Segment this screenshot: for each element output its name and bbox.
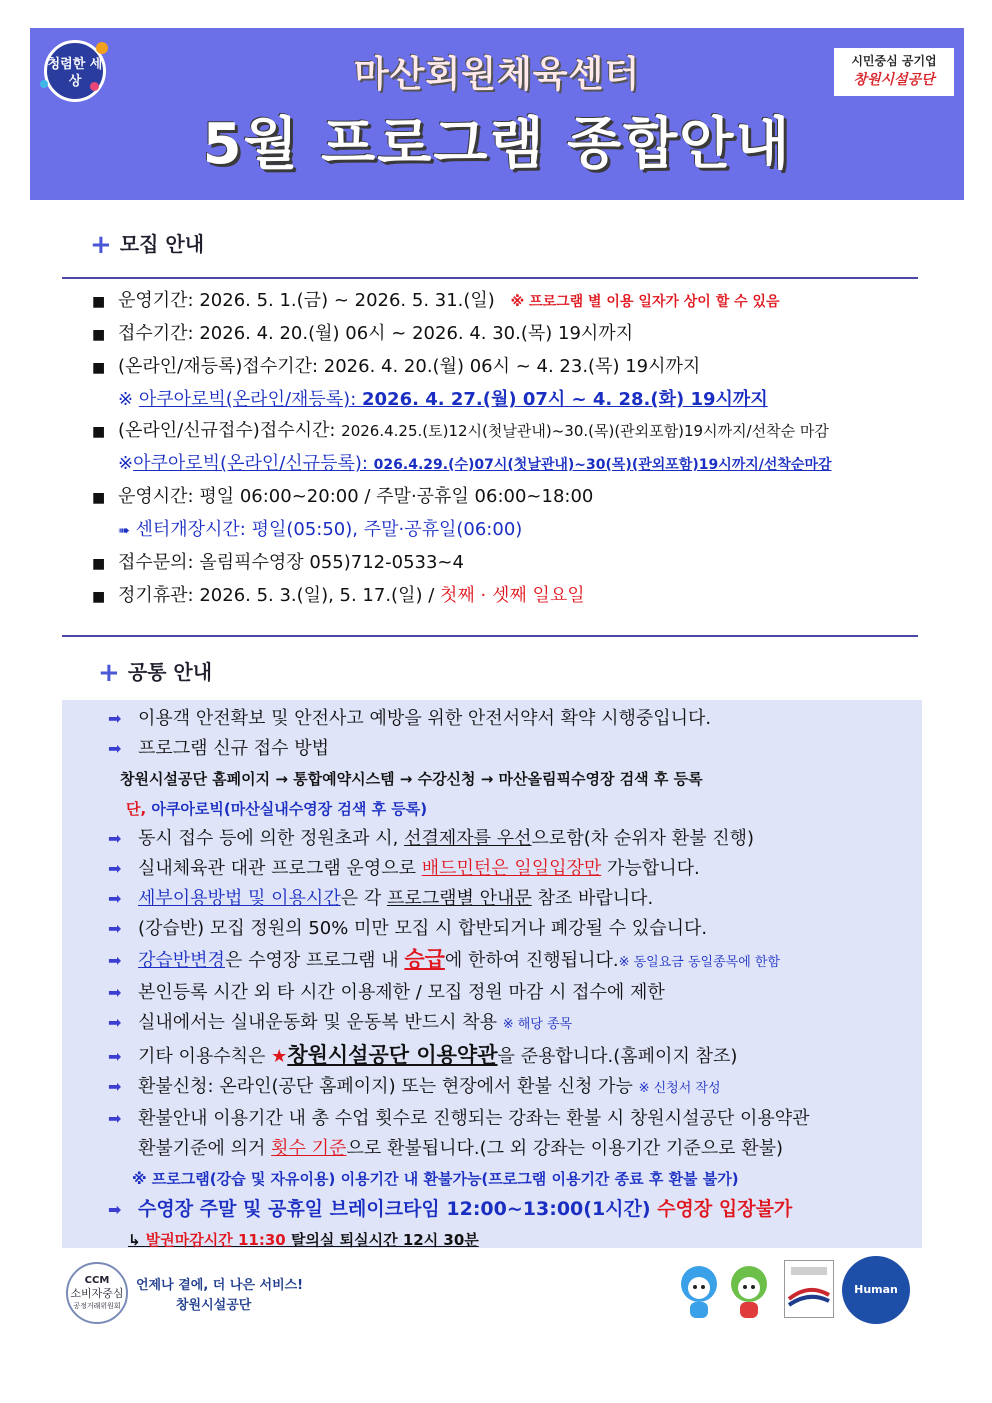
list-item: ■ 정기휴관: 2026. 5. 3.(일), 5. 17.(일) / 첫째 · 셋째 일요일: [92, 580, 972, 613]
arrow-right-icon: ➡: [108, 1077, 122, 1096]
list-item: ■ (온라인/신규접수)접수시간: 2026.4.25.(토)12시(첫날관내)~30.(목)(관외포함)19시까지/선착순 마감: [92, 415, 972, 448]
arrow-right-icon: ➡: [108, 919, 122, 938]
divider: [62, 277, 918, 279]
list-item: ➡ 수영장 주말 및 공휴일 브레이크타임 12:00~13:00(1시간) 수영장 입장불가: [108, 1194, 958, 1225]
list-item: ↳ 발권마감시간 11:30 탈의실 퇴실시간 12시 30분: [128, 1231, 479, 1249]
list-item: ➡ 프로그램 신규 접수 방법: [108, 734, 958, 764]
list-item: ➡ 동시 접수 등에 의한 정원초과 시, 선결제자를 우선으로함(차 순위자 환불 진행): [108, 824, 958, 854]
square-bullet-icon: ■: [92, 294, 106, 310]
certificate-icon: [784, 1260, 834, 1318]
list-item: 단, 아쿠아로빅(마산실내수영장 검색 후 등록): [126, 800, 428, 818]
star-icon: ★: [271, 1046, 288, 1067]
arrow-right-icon: ➡: [108, 951, 122, 970]
arrow-right-icon: ➡: [108, 889, 122, 908]
corp-name: 창원시설공단: [853, 72, 935, 88]
arrow-right-icon: ➡: [108, 739, 122, 758]
list-item: ※ 프로그램(강습 및 자유이용) 이용기간 내 환불가능(프로그램 이용기간 종료 후 환불 불가): [132, 1170, 739, 1188]
list-item: ■ (온라인/재등록)접수기간: 2026. 4. 20.(월) 06시 ~ 4. 23.(목) 19시까지: [92, 351, 972, 384]
square-bullet-icon: ■: [92, 424, 106, 440]
list-item: ➡ (강습반) 모집 정원의 50% 미만 모집 시 합반되거나 폐강될 수 있습니다.: [108, 914, 958, 944]
list-item: ➡ 본인등록 시간 외 타 시간 이용제한 / 모집 정원 마감 시 접수에 제한: [108, 978, 958, 1008]
human-rights-icon: Human Rights: [842, 1256, 910, 1324]
aqua-new-note: ※아쿠아로빅(온라인/신규등록): 026.4.29.(수)07시(첫날관내)~30(목)(관외포함)19시까지/선착순마감: [118, 453, 832, 474]
recruit-heading: + 모집 안내: [90, 230, 205, 260]
list-item: ➡ 환불신청: 온라인(공단 홈페이지) 또는 현장에서 환불 신청 가능 ※ 신청서 작성: [108, 1072, 958, 1104]
integrity-logo: 청렴한 세상: [44, 40, 106, 102]
arrow-right-icon: ➡: [108, 829, 122, 848]
list-item: 환불기준에 의거 횟수 기준으로 환불됩니다.(그 외 강좌는 이용기간 기준으로 환불): [138, 1138, 784, 1159]
footer-slogan: 언제나 곁에, 더 나은 서비스! 창원시설공단: [136, 1278, 304, 1313]
list-item: ➡ 세부이용방법 및 이용시간은 각 프로그램별 안내문 참조 바랍니다.: [108, 884, 958, 914]
center-name: 마산회원체육센터: [353, 54, 641, 95]
square-bullet-icon: ■: [92, 556, 106, 572]
arrow-right-icon: ➡: [108, 983, 122, 1002]
aqua-re-note: ※ 아쿠아로빅(온라인/재등록): 2026. 4. 27.(월) 07시 ~ 4. 28.(화) 19시까지: [118, 389, 768, 410]
list-item: ■ 접수문의: 올림픽수영장 055)712-0533~4: [92, 547, 972, 580]
page-title: 5월 프로그램 종합안내: [202, 112, 792, 177]
ccm-badge: CCM 소비자중심 공정거래위원회: [66, 1262, 128, 1324]
list-item: ■ 접수기간: 2026. 4. 20.(월) 06시 ~ 2026. 4. 30.(목) 19시까지: [92, 318, 972, 351]
header-banner: [30, 28, 964, 200]
list-item: ➡ 강습반변경은 수영장 프로그램 내 승급에 한하여 진행됩니다.※ 동일요금 동일종목에 한함: [108, 944, 958, 978]
common-list: [108, 704, 958, 1255]
arrow-right-icon: ➡: [108, 1013, 122, 1032]
period-note: ※ 프로그램 별 이용 일자가 상이 할 수 있음: [510, 294, 780, 310]
open-time-note: ➠ 센터개장시간: 평일(05:50), 주말·공휴일(06:00): [118, 519, 523, 540]
arrow-right-icon: ➡: [108, 1109, 122, 1128]
list-item: ➡ 실내체육관 대관 프로그램 운영으로 배드민턴은 일일입장만 가능합니다.: [108, 854, 958, 884]
corp-logo: [834, 48, 954, 96]
square-bullet-icon: ■: [92, 589, 106, 605]
arrow-icon: ➠: [118, 523, 130, 539]
arrow-right-icon: ➡: [108, 1047, 122, 1066]
square-bullet-icon: ■: [92, 360, 106, 376]
arrow-right-icon: ➡: [108, 1200, 122, 1219]
list-item: ■ 운영기간: 2026. 5. 1.(금) ~ 2026. 5. 31.(일) ※ 프로그램 별 이용 일자가 상이 할 수 있음: [92, 285, 972, 318]
list-item: ➡ 기타 이용수칙은 ★창원시설공단 이용약관을 준용합니다.(홈페이지 참조): [108, 1040, 958, 1072]
square-bullet-icon: ■: [92, 327, 106, 343]
divider: [62, 635, 918, 637]
list-item: ➡ 실내에서는 실내운동화 및 운동복 반드시 착용 ※ 해당 종목: [108, 1008, 958, 1040]
list-item: ➡ 이용객 안전확보 및 안전사고 예방을 위한 안전서약서 확약 시행중입니다.: [108, 704, 958, 734]
plus-icon: +: [90, 230, 112, 260]
square-bullet-icon: ■: [92, 490, 106, 506]
recruit-list: [92, 285, 972, 613]
plus-icon: +: [98, 658, 120, 688]
list-item: 창원시설공단 홈페이지 → 통합예약시스템 → 수강신청 → 마산올림픽수영장 검색 후 등록: [120, 770, 703, 788]
common-heading: + 공통 안내: [98, 658, 213, 688]
mascot-blue-icon: [676, 1262, 722, 1324]
list-item: ■ 운영시간: 평일 06:00~20:00 / 주말·공휴일 06:00~18:00: [92, 481, 972, 514]
arrow-right-icon: ➡: [108, 709, 122, 728]
corp-subtitle: 시민중심 공기업: [851, 54, 937, 68]
list-item: ➡ 환불안내 이용기간 내 총 수업 횟수로 진행되는 강좌는 환불 시 창원시설공단 이용약관: [108, 1104, 958, 1134]
arrow-right-icon: ➡: [108, 859, 122, 878]
mascot-green-icon: [726, 1262, 772, 1324]
